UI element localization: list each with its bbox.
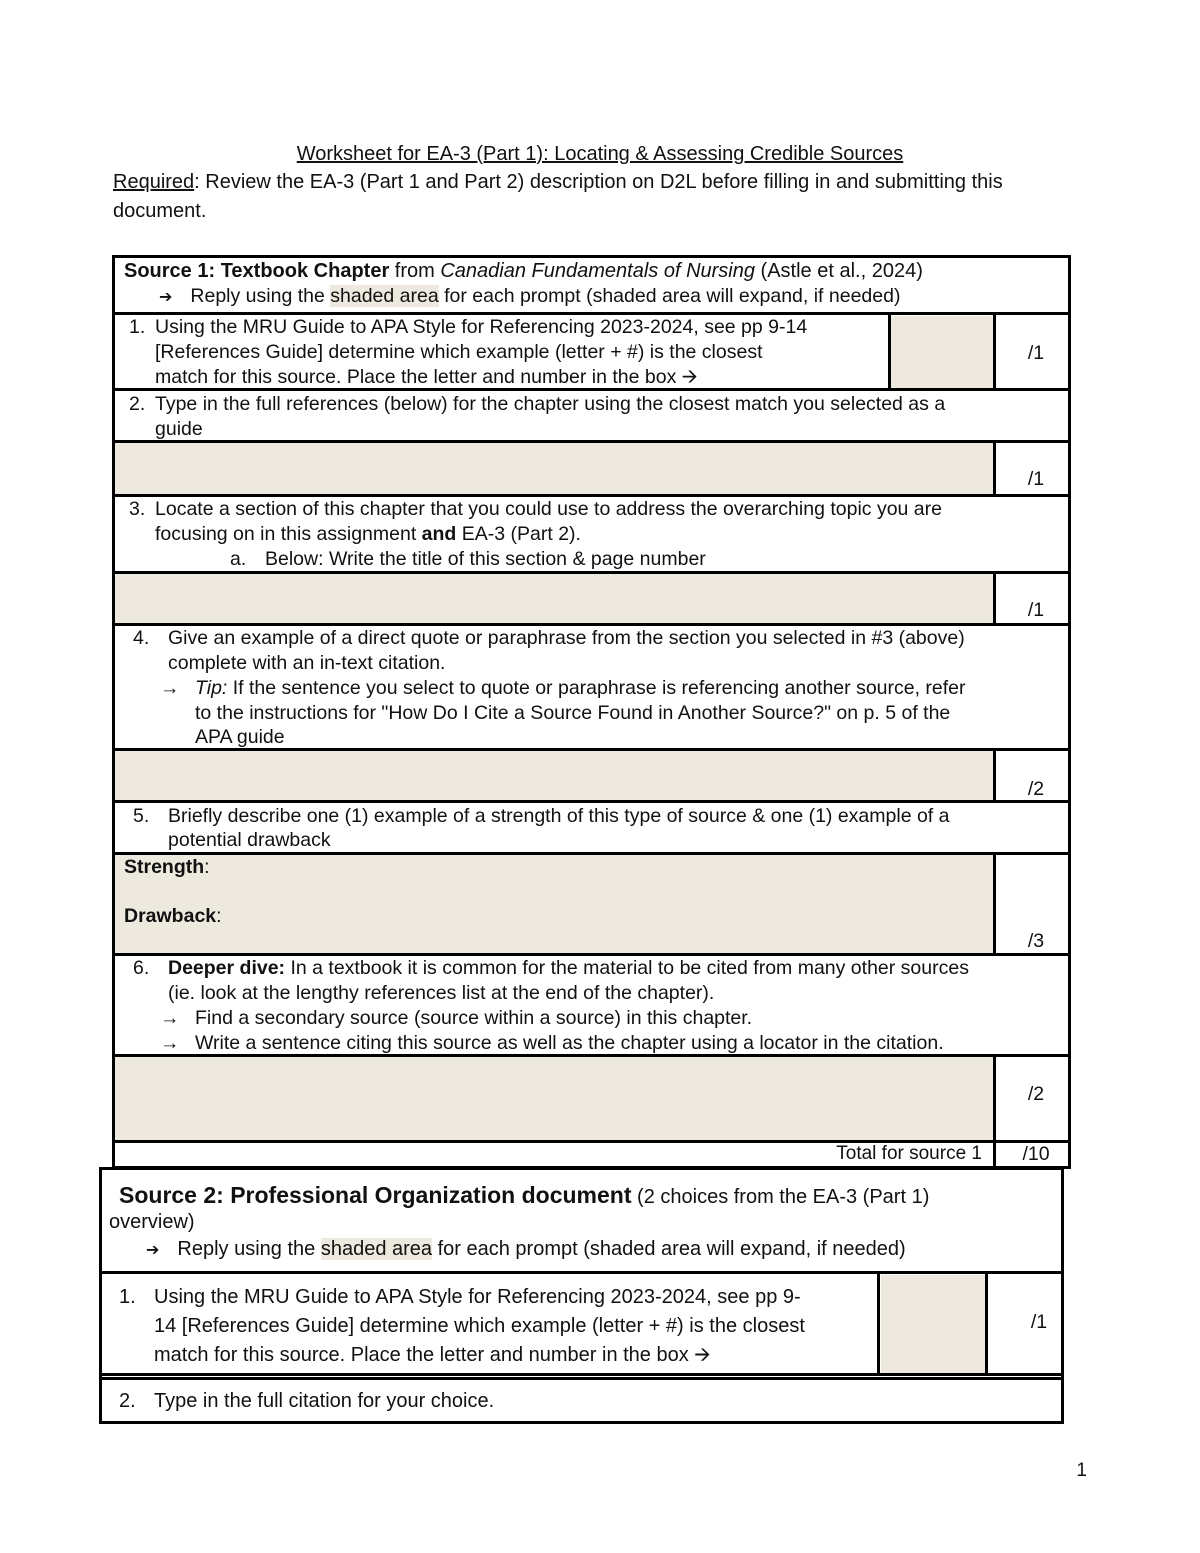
arrow-icon: ➔ <box>159 289 173 306</box>
arrow-right-icon: → <box>160 1032 180 1054</box>
s2-heading-line2: overview) <box>109 1211 195 1233</box>
s2-q2-num: 2. <box>119 1390 136 1412</box>
s1-q4-line2: complete with an in-text citation. <box>168 652 446 674</box>
s1-q3-and: and <box>421 523 457 545</box>
drawback-colon: : <box>216 905 222 927</box>
s1-q5-num: 5. <box>133 805 150 827</box>
s2-q1-line2: 14 [References Guide] determine which example (letter + #) is the closest <box>154 1315 805 1337</box>
s1-q4-num: 4. <box>133 627 150 649</box>
s1-q5-drawback-label <box>124 904 222 929</box>
s1-total-label: Total for source 1 <box>836 1143 982 1164</box>
s1-heading-cite: (Astle et al., 2024) <box>755 260 923 282</box>
strength-label: Strength <box>124 856 205 878</box>
required-instructions <box>113 168 1088 226</box>
s1-q1-mark: /1 <box>1027 342 1045 364</box>
s2-heading-rest: (2 choices from the EA-3 (Part 1) <box>631 1186 930 1208</box>
s1-q4-tip-line2: to the instructions for "How Do I Cite a Source Found in Another Source?" on p. 5 of the <box>195 702 951 724</box>
s1-q1-num: 1. <box>129 316 146 338</box>
s1-q6-num: 6. <box>133 957 150 979</box>
s1-q3-mark: /1 <box>1027 599 1045 621</box>
s1-heading <box>124 259 923 284</box>
s1-q3-line2c: EA-3 (Part 2). <box>456 523 581 545</box>
s1-total-mark: /10 <box>1022 1143 1050 1165</box>
s1-reply-shaded: shaded area <box>330 285 439 307</box>
s1-q2-num: 2. <box>129 393 146 415</box>
worksheet-title: Worksheet for EA-3 (Part 1): Locating & Assessing Credible Sources <box>296 143 904 165</box>
page-number: 1 <box>1076 1460 1087 1481</box>
s1-q4-tip-label: Tip: <box>195 677 228 699</box>
arrow-right-icon: → <box>160 677 180 699</box>
s2-q1-line1: Using the MRU Guide to APA Style for Referencing 2023-2024, see pp 9- <box>154 1286 801 1308</box>
s1-q5-strength-label <box>124 855 210 880</box>
s1-q5-line2: potential drawback <box>168 829 331 851</box>
s1-q1-line2: [References Guide] determine which example (letter + #) is the closest <box>155 341 763 363</box>
s2-reply-b: for each prompt (shaded area will expand, if needed) <box>432 1238 906 1260</box>
arrow-right-icon: → <box>160 1007 180 1029</box>
s2-heading-line1 <box>119 1180 929 1212</box>
s1-q6-bullet2: Write a sentence citing this source as well as the chapter using a locator in the citation. <box>195 1032 944 1054</box>
required-label: Required <box>113 171 195 193</box>
s1-q4-tip-text1: If the sentence you select to quote or paraphrase is referencing another source, refer <box>227 677 966 699</box>
s1-q4-tip-line3: APA guide <box>195 726 285 748</box>
s1-q2-mark: /1 <box>1027 468 1045 490</box>
s1-q2-line2: guide <box>155 418 203 440</box>
s1-q3-sub-num: a. <box>230 548 247 570</box>
s1-q6-lead: Deeper dive: <box>168 957 286 979</box>
s1-q3-line2a: focusing on in this assignment <box>155 523 422 545</box>
s1-q6-bullet1: Find a secondary source (source within a source) in this chapter. <box>195 1007 753 1029</box>
required-text: : Review the EA-3 (Part 1 and Part 2) description on D2L before filling in and submitting this <box>194 171 1003 193</box>
s1-q3-sub-text: Below: Write the title of this section & page number <box>265 548 706 570</box>
s2-q1-line3: match for this source. Place the letter and number in the box 🡪 <box>154 1344 711 1366</box>
s1-q6-line1 <box>168 956 969 981</box>
required-text-2: document. <box>113 200 207 222</box>
s1-q1-line3: match for this source. Place the letter and number in the box 🡪 <box>155 366 698 388</box>
s2-q2-text: Type in the full citation for your choice. <box>154 1390 495 1412</box>
s2-heading-bold: Source 2: Professional Organization document <box>119 1182 632 1208</box>
s1-q4-line1: Give an example of a direct quote or paraphrase from the section you selected in #3 (above) <box>168 627 965 649</box>
s2-q1-mark: /1 <box>1030 1311 1048 1333</box>
s1-q6-line2: (ie. look at the lengthy references list at the end of the chapter). <box>168 982 715 1004</box>
s1-q5-line1: Briefly describe one (1) example of a strength of this type of source & one (1) example of a <box>168 805 950 827</box>
s1-reply-b: for each prompt (shaded area will expand, if needed) <box>438 285 901 307</box>
s2-q1-num: 1. <box>119 1286 136 1308</box>
arrow-icon: ➔ <box>146 1242 160 1259</box>
s1-reply-instruction <box>159 284 900 310</box>
strength-colon: : <box>204 856 210 878</box>
s2-reply-a: Reply using the <box>177 1238 321 1260</box>
s1-q2-line1: Type in the full references (below) for the chapter using the closest match you selected as a <box>155 393 946 415</box>
s1-q6-line1-text: In a textbook it is common for the material to be cited from many other sources <box>285 957 969 979</box>
s1-q3-line2 <box>155 522 581 547</box>
s1-q3-num: 3. <box>129 498 146 520</box>
s1-book-title: Canadian Fundamentals of Nursing <box>440 260 755 282</box>
drawback-label: Drawback <box>124 905 217 927</box>
s1-reply-a: Reply using the <box>190 285 331 307</box>
s1-q3-line1: Locate a section of this chapter that you could use to address the overarching topic you are <box>155 498 942 520</box>
s2-reply-shaded: shaded area <box>320 1238 433 1260</box>
s1-q6-mark: /2 <box>1027 1083 1045 1105</box>
s1-q4-mark: /2 <box>1027 778 1045 800</box>
s2-reply-instruction <box>146 1237 906 1263</box>
s1-q1-line1: Using the MRU Guide to APA Style for Referencing 2023-2024, see pp 9-14 <box>155 316 808 338</box>
s1-heading-bold: Source 1: Textbook Chapter <box>124 260 390 282</box>
s1-heading-from: from <box>389 260 441 282</box>
s1-q5-mark: /3 <box>1027 930 1045 952</box>
s1-q4-tip-line1 <box>195 676 966 701</box>
